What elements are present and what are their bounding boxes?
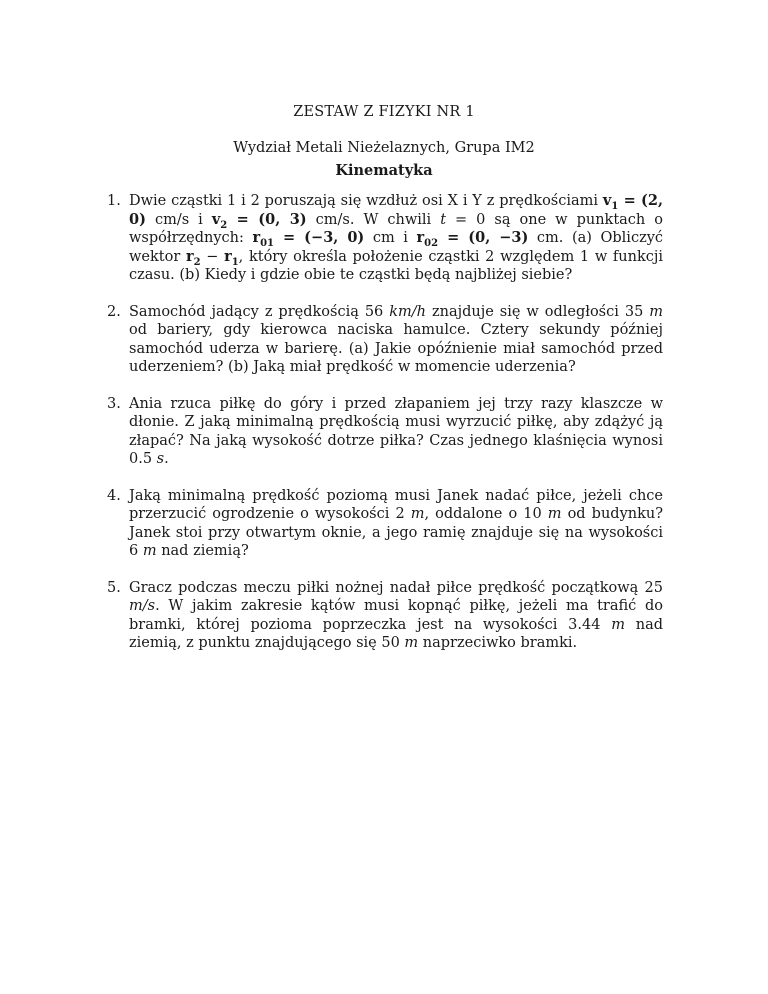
page-subtitle: Wydział Metali Nieżelaznych, Grupa IM2	[233, 140, 535, 156]
problem-3	[107, 395, 663, 469]
problem-number: 3.	[107, 395, 121, 412]
problem-text: Gracz podczas meczu piłki nożnej nadał piłce prędkość początkową 25 m/s. W jakim zakresie kątów musi kopnąć piłkę, jeżeli ma trafić do bramki, której pozioma poprzeczka jest na wysokości 3.44 m nad ziemią, z punktu znajdującego się 50 m naprzeciwko bramki.	[129, 579, 663, 651]
problem-5	[107, 579, 663, 653]
problem-text: Ania rzuca piłkę do góry i przed złapaniem jej trzy razy klaszcze w dłonie. Z jaką minimalną prędkością musi wyrzucić piłkę, aby zdążyć ją złapać? Na jaką wysokość dotrze piłka? Czas jednego klaśnięcia wynosi 0.5 s.	[129, 395, 663, 467]
page-title: ZESTAW Z FIZYKI NR 1	[293, 104, 475, 120]
problem-text: Samochód jadący z prędkością 56 km/h znajduje się w odległości 35 m od bariery, gdy kierowca naciska hamulce. Cztery sekundy później samochód uderza w barierę. (a) Jakie opóźnienie miał samochód przed uderzeniem? (b) Jaką miał prędkość w momencie uderzenia?	[129, 303, 664, 375]
problem-text: Dwie cząstki 1 i 2 poruszają się wzdłuż osi X i Y z prędkościami $v_1 = (2$, 0) cm/s i $v_2 = (0$, 3) cm/s. W chwili t = 0 są one w punktach o współrzędnych: $r_{01} = (-3$, 0) cm i $r_{02} = (0$, −3) cm. (a) Obliczyć wektor $r_2 - r_1$, który określa położenie cząstki 2 względem 1 w funkcji czasu. (b) Kiedy i gdzie obie te cząstki będą najbliżej siebie?	[129, 192, 664, 283]
problem-text: Jaką minimalną prędkość poziomą musi Janek nadać piłce, jeżeli chce przerzucić ogrodzenie o wysokości 2 m, oddalone o 10 m od budynku? Janek stoi przy otwartym oknie, a jego ramię znajduje się na wysokości 6 m nad ziemią?	[129, 487, 663, 559]
problem-number: 4.	[107, 487, 121, 504]
section-heading: Kinematyka	[335, 162, 433, 179]
problem-number: 1.	[107, 193, 121, 209]
problem-number: 5.	[107, 579, 121, 596]
problem-1	[107, 192, 663, 285]
problem-number: 2.	[107, 303, 121, 320]
problem-4	[107, 487, 663, 561]
problem-list	[107, 192, 663, 671]
problem-2	[107, 303, 663, 377]
